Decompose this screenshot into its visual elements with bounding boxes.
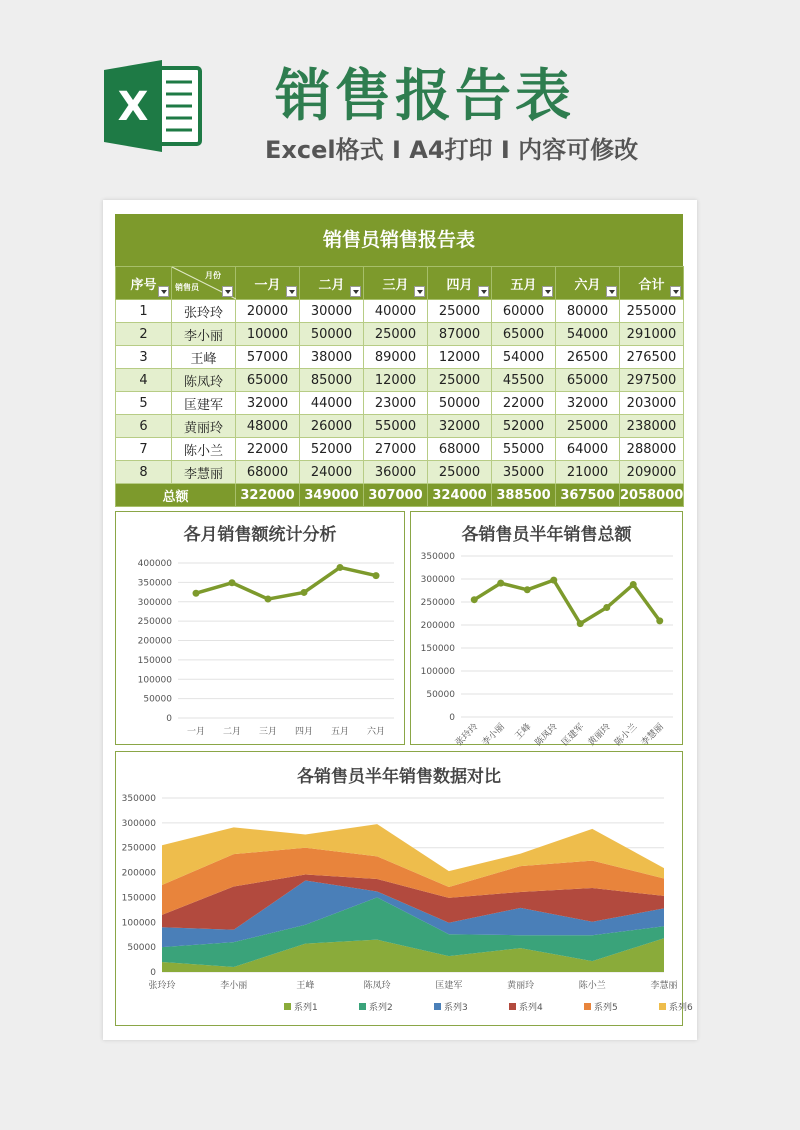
- total-cell[interactable]: 307000: [364, 484, 428, 507]
- data-point: [550, 577, 557, 584]
- value-cell[interactable]: 203000: [620, 392, 684, 415]
- salesperson-cell[interactable]: 陈凤玲: [172, 369, 236, 392]
- column-header-feb[interactable]: 二月: [300, 267, 364, 300]
- data-point: [337, 564, 344, 571]
- y-tick-label: 150000: [420, 644, 455, 654]
- diagonal-header-month: 月份: [205, 271, 221, 280]
- data-point: [471, 596, 478, 603]
- legend-label: 系列2: [369, 1003, 393, 1013]
- value-cell[interactable]: 35000: [492, 461, 556, 484]
- value-cell[interactable]: 65000: [492, 323, 556, 346]
- value-cell[interactable]: 64000: [556, 438, 620, 461]
- value-cell[interactable]: 60000: [492, 300, 556, 323]
- legend-label: 系列4: [519, 1003, 543, 1013]
- y-tick-label: 100000: [137, 675, 172, 686]
- table-row: [116, 323, 684, 346]
- value-cell[interactable]: 89000: [364, 346, 428, 369]
- y-tick-label: 0: [150, 968, 156, 978]
- row-index-cell[interactable]: 2: [116, 323, 172, 346]
- salesperson-cell[interactable]: 王峰: [172, 346, 236, 369]
- value-cell[interactable]: 291000: [620, 323, 684, 346]
- column-header-jan[interactable]: 一月: [236, 267, 300, 300]
- x-tick-label: 二月: [222, 727, 242, 737]
- data-point: [193, 590, 200, 597]
- salesperson-total-line-chart: [411, 512, 682, 749]
- x-tick-label: 六月: [366, 727, 386, 737]
- y-tick-label: 0: [449, 713, 455, 723]
- value-cell[interactable]: 50000: [428, 392, 492, 415]
- legend-swatch: [284, 1003, 291, 1010]
- data-point: [229, 579, 236, 586]
- column-header-salesperson[interactable]: [172, 267, 236, 300]
- total-row: [116, 484, 684, 507]
- value-cell[interactable]: 32000: [556, 392, 620, 415]
- y-tick-label: 50000: [426, 690, 455, 700]
- legend-label: 系列1: [294, 1003, 318, 1013]
- x-tick-label: 陈凤玲: [533, 722, 560, 749]
- salesperson-cell[interactable]: 张玲玲: [172, 300, 236, 323]
- row-index-cell[interactable]: 1: [116, 300, 172, 323]
- y-tick-label: 300000: [137, 597, 172, 608]
- table-row: [116, 392, 684, 415]
- data-point: [497, 580, 504, 587]
- data-point: [577, 620, 584, 627]
- column-header-apr[interactable]: 四月: [428, 267, 492, 300]
- value-cell[interactable]: 23000: [364, 392, 428, 415]
- value-cell[interactable]: 40000: [364, 300, 428, 323]
- value-cell[interactable]: 55000: [492, 438, 556, 461]
- filter-dropdown-icon[interactable]: [478, 286, 489, 297]
- value-cell[interactable]: 209000: [620, 461, 684, 484]
- y-tick-label: 50000: [127, 943, 156, 954]
- x-tick-label: 三月: [258, 727, 278, 737]
- total-cell[interactable]: 2058000: [620, 484, 684, 507]
- excel-logo-icon: [104, 58, 204, 154]
- salesperson-cell[interactable]: 匡建军: [172, 392, 236, 415]
- value-cell[interactable]: 25000: [556, 415, 620, 438]
- total-cell[interactable]: 388500: [492, 484, 556, 507]
- filter-dropdown-icon[interactable]: [158, 286, 169, 297]
- row-index-cell[interactable]: 4: [116, 369, 172, 392]
- value-cell[interactable]: 50000: [300, 323, 364, 346]
- value-cell[interactable]: 45500: [492, 369, 556, 392]
- value-cell[interactable]: 65000: [556, 369, 620, 392]
- total-cell[interactable]: 322000: [236, 484, 300, 507]
- filter-dropdown-icon[interactable]: [414, 286, 425, 297]
- table-row: [116, 461, 684, 484]
- value-cell[interactable]: 44000: [300, 392, 364, 415]
- y-tick-label: 100000: [121, 918, 156, 929]
- row-index-cell[interactable]: 6: [116, 415, 172, 438]
- value-cell[interactable]: 26500: [556, 346, 620, 369]
- value-cell[interactable]: 25000: [428, 461, 492, 484]
- y-tick-label: 100000: [420, 667, 455, 677]
- x-tick-label: 李慧丽: [650, 981, 678, 991]
- value-cell[interactable]: 12000: [428, 346, 492, 369]
- value-cell[interactable]: 55000: [364, 415, 428, 438]
- value-cell[interactable]: 12000: [364, 369, 428, 392]
- value-cell[interactable]: 10000: [236, 323, 300, 346]
- x-tick-label: 匡建军: [560, 722, 587, 749]
- series-line: [196, 567, 376, 599]
- value-cell[interactable]: 36000: [364, 461, 428, 484]
- legend-label: 系列6: [669, 1003, 693, 1013]
- value-cell[interactable]: 52000: [492, 415, 556, 438]
- value-cell[interactable]: 87000: [428, 323, 492, 346]
- data-point: [265, 596, 272, 603]
- x-tick-label: 匡建军: [435, 981, 463, 991]
- value-cell[interactable]: 22000: [492, 392, 556, 415]
- table-row: [116, 300, 684, 323]
- legend-swatch: [659, 1003, 666, 1010]
- value-cell[interactable]: 297500: [620, 369, 684, 392]
- page-subtitle: Excel格式 I A4打印 I 内容可修改: [265, 136, 639, 164]
- x-tick-label: 王峰: [513, 722, 534, 742]
- filter-dropdown-icon[interactable]: [670, 286, 681, 297]
- column-header-may[interactable]: 五月: [492, 267, 556, 300]
- value-cell[interactable]: 30000: [300, 300, 364, 323]
- column-header-jun[interactable]: 六月: [556, 267, 620, 300]
- value-cell[interactable]: 25000: [428, 369, 492, 392]
- x-tick-label: 陈小兰: [578, 981, 606, 991]
- x-tick-label: 李小丽: [480, 722, 507, 749]
- value-cell[interactable]: 80000: [556, 300, 620, 323]
- legend-label: 系列5: [594, 1003, 618, 1013]
- data-point: [301, 589, 308, 596]
- value-cell[interactable]: 32000: [236, 392, 300, 415]
- comparison-area-chart: [115, 751, 693, 1026]
- y-tick-label: 250000: [420, 598, 455, 608]
- total-cell[interactable]: 367500: [556, 484, 620, 507]
- x-tick-label: 张玲玲: [148, 981, 176, 991]
- filter-dropdown-icon[interactable]: [606, 286, 617, 297]
- x-tick-label: 四月: [294, 727, 314, 737]
- legend-swatch: [509, 1003, 516, 1010]
- monthly-sales-chart: [115, 511, 405, 745]
- salesperson-cell[interactable]: 黄丽玲: [172, 415, 236, 438]
- y-tick-label: 200000: [137, 636, 172, 647]
- y-tick-label: 350000: [137, 578, 172, 589]
- y-tick-label: 400000: [137, 559, 172, 569]
- filter-dropdown-icon[interactable]: [222, 286, 233, 297]
- y-tick-label: 250000: [137, 617, 172, 628]
- data-point: [630, 581, 637, 588]
- value-cell[interactable]: 85000: [300, 369, 364, 392]
- x-tick-label: 陈小兰: [613, 722, 640, 749]
- diagonal-header-salesperson: 销售员: [175, 283, 199, 292]
- stacked-area-chart: [116, 752, 693, 1025]
- x-tick-label: 李小丽: [220, 981, 248, 991]
- value-cell[interactable]: 65000: [236, 369, 300, 392]
- value-cell[interactable]: 32000: [428, 415, 492, 438]
- y-tick-label: 50000: [143, 694, 172, 705]
- table-row: [116, 415, 684, 438]
- value-cell[interactable]: 54000: [492, 346, 556, 369]
- y-tick-label: 200000: [121, 868, 156, 879]
- row-index-cell[interactable]: 5: [116, 392, 172, 415]
- y-tick-label: 150000: [137, 655, 172, 666]
- filter-dropdown-icon[interactable]: [350, 286, 361, 297]
- table-row: [116, 346, 684, 369]
- y-tick-label: 150000: [121, 893, 156, 904]
- table-row: [116, 438, 684, 461]
- value-cell[interactable]: 27000: [364, 438, 428, 461]
- value-cell[interactable]: 68000: [236, 461, 300, 484]
- total-label[interactable]: 总额: [116, 484, 236, 507]
- x-tick-label: 陈凤玲: [363, 981, 391, 991]
- x-tick-label: 黄丽玲: [507, 981, 535, 991]
- value-cell[interactable]: 25000: [428, 300, 492, 323]
- row-index-cell[interactable]: 8: [116, 461, 172, 484]
- x-tick-label: 张玲玲: [454, 722, 481, 749]
- legend-swatch: [434, 1003, 441, 1010]
- value-cell[interactable]: 24000: [300, 461, 364, 484]
- value-cell[interactable]: 20000: [236, 300, 300, 323]
- chart-title: 各销售员半年销售总额: [461, 525, 632, 545]
- value-cell[interactable]: 25000: [364, 323, 428, 346]
- value-cell[interactable]: 68000: [428, 438, 492, 461]
- sales-table: [115, 266, 684, 507]
- value-cell[interactable]: 48000: [236, 415, 300, 438]
- data-point: [603, 604, 610, 611]
- x-tick-label: 黄丽玲: [586, 722, 613, 749]
- legend-swatch: [359, 1003, 366, 1010]
- column-header-mar[interactable]: 三月: [364, 267, 428, 300]
- y-tick-label: 350000: [121, 794, 156, 804]
- y-tick-label: 0: [166, 714, 172, 724]
- y-tick-label: 300000: [121, 818, 156, 829]
- x-tick-label: 李慧丽: [639, 722, 666, 749]
- data-point: [524, 586, 531, 593]
- value-cell[interactable]: 52000: [300, 438, 364, 461]
- table-row: [116, 369, 684, 392]
- value-cell[interactable]: 238000: [620, 415, 684, 438]
- data-point: [373, 572, 380, 579]
- page-title: 销售报告表: [275, 64, 575, 129]
- salesperson-total-chart: [410, 511, 683, 749]
- sales-report-sheet: [115, 214, 683, 507]
- data-point: [656, 617, 663, 624]
- total-cell[interactable]: 349000: [300, 484, 364, 507]
- y-tick-label: 300000: [420, 575, 455, 585]
- chart-title: 各月销售额统计分析: [183, 525, 337, 545]
- y-tick-label: 250000: [121, 843, 156, 854]
- value-cell[interactable]: 57000: [236, 346, 300, 369]
- column-header-index[interactable]: 序号: [116, 267, 172, 300]
- x-tick-label: 王峰: [296, 981, 315, 991]
- x-tick-label: 五月: [330, 727, 350, 737]
- total-cell[interactable]: 324000: [428, 484, 492, 507]
- salesperson-cell[interactable]: 李小丽: [172, 323, 236, 346]
- row-index-cell[interactable]: 7: [116, 438, 172, 461]
- filter-dropdown-icon[interactable]: [286, 286, 297, 297]
- value-cell[interactable]: 288000: [620, 438, 684, 461]
- x-tick-label: 一月: [186, 727, 206, 737]
- y-tick-label: 200000: [420, 621, 455, 631]
- filter-dropdown-icon[interactable]: [542, 286, 553, 297]
- value-cell[interactable]: 26000: [300, 415, 364, 438]
- value-cell[interactable]: 22000: [236, 438, 300, 461]
- legend-swatch: [584, 1003, 591, 1010]
- value-cell[interactable]: 255000: [620, 300, 684, 323]
- value-cell[interactable]: 21000: [556, 461, 620, 484]
- value-cell[interactable]: 54000: [556, 323, 620, 346]
- logo-letter: X: [117, 84, 149, 130]
- salesperson-cell[interactable]: 陈小兰: [172, 438, 236, 461]
- column-header-total[interactable]: 合计: [620, 267, 684, 300]
- value-cell[interactable]: 276500: [620, 346, 684, 369]
- row-index-cell[interactable]: 3: [116, 346, 172, 369]
- monthly-sales-line-chart: [116, 512, 404, 744]
- salesperson-cell[interactable]: 李慧丽: [172, 461, 236, 484]
- value-cell[interactable]: 38000: [300, 346, 364, 369]
- legend-label: 系列3: [444, 1003, 468, 1013]
- chart-title: 各销售员半年销售数据对比: [297, 767, 501, 787]
- y-tick-label: 350000: [420, 552, 455, 562]
- sheet-title: 销售员销售报告表: [115, 214, 683, 266]
